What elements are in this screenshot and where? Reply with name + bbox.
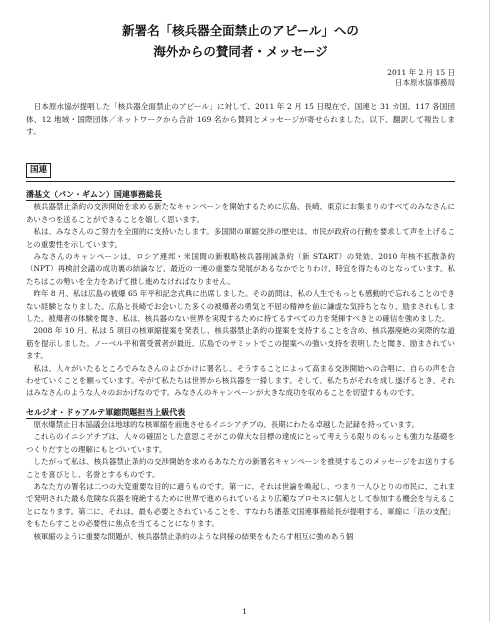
document-meta: [26, 68, 455, 88]
document-org: 日本原水協事務局: [395, 78, 455, 87]
speaker-name-2: セルジオ・ドゥアルテ軍縮問題担当上級代表: [26, 406, 186, 417]
speaker-block-1: [26, 182, 455, 400]
speaker-name-1: 潘基文（パン・ギムン）国連事務総長: [26, 189, 162, 200]
paragraph: したがって私は、核兵器禁止条約の交渉開始を求めるあなた方の新署名キャンペーンを推奨するこのメッセージをお送りすることを喜びとし、名誉とするものです。: [26, 457, 455, 479]
document-title: [26, 20, 455, 62]
intro-paragraph: 日本原水協が提唱した「核兵器全面禁止のアピール」に対して、2011 年 2 月 15 日現在で、国連と 31 カ国、117 各国団体、12 地域・国際団体／ネットワークから合計 169 名から賛同とメッセージが寄せられました。以下、翻訳して報告します。: [26, 102, 455, 137]
document-date: 2011 年 2 月 15 日: [387, 68, 455, 77]
page-number: 1: [242, 607, 247, 616]
paragraph: 私は、みなさんのご努力を全面的に支持いたします。多国間の軍縮交渉の歴史は、市民が政府の行動を要求して声を上げることの重要性を示しています。: [26, 227, 455, 249]
paragraph: 原水爆禁止日本協議会は地球的な核軍縮を前進させるイニシアチブの、長期にわたる卓越した記録を持っています。: [33, 419, 419, 429]
paragraph: これらのイニシアチブは、人々の確固とした意思こそがこの偉大な目標の達成にとって考えうる限りのもっとも強力な基礎をつくりだすとの理解にもとづいています。: [26, 432, 455, 454]
paragraph: 昨年 8 月、私は広島の被爆 65 年平和記念式典に出席しました。その訪問は、私の人生でもっとも感動的で忘れることのできない経験となりました。広島と長崎でお会いした多くの被爆者の勇気と不屈の精神を前に謙虚な気持ちとなり、励まされもしました。被爆者の体験を聞き、私は、核兵器のない世界を実現するために持てるすべての力を発揮すべきとの確信を強めました。: [26, 289, 455, 324]
paragraph: みなさんのキャンペーンは、ロシア連邦・米国間の新戦略核兵器削減条約（新 START）の発効、2010 年核不拡散条約（NPT）再検討会議の成功裏の結論など、最近の一連の重要な発展があるなかでとりわけ、時宜を得たものとなっています。私たちはこの勢いを全力をあげて推し進めなければなりません。: [26, 252, 455, 286]
paragraph: 核兵器禁止条約の交渉開始を求める新たなキャンペーンを開始するために広島、長崎、東京にお集まりのすべてのみなさんにあいさつを送ることができることを嬉しく思います。: [26, 202, 455, 224]
paragraph: 核軍縮のように重要な問題が、核兵器禁止条約のような同様の結果をもたらす相互に強めあう個: [33, 531, 354, 541]
paragraph: 私は、人々がいたるところでみなさんのよびかけに署名し、そうすることによって高まる交渉開始への合唱に、自らの声を合わせていくことを願っています。やがて私たちは世界から核兵器を一掃します。そして、私たちがそれを成し遂げるとき、それはみなさんのような人々のおかげなのです。みなさんのキャンペーンが大きな成功を収めることを切望するものです。: [26, 363, 455, 398]
title-line-1: 新署名「核兵器全面禁止のアピール」への: [122, 23, 359, 38]
speaker-block-2: [26, 400, 455, 543]
paragraph: あなた方の署名は二つの大変重要な目的に適うものです。第一に、それは世論を喚起し、つまり一人ひとりの市民に、これまで発明された最も危険な兵器を廃絶するために世界で進められているより広範なプロセスに個人として参加する機会を与えることになります。第二に、それは、最も必要とされていることを、すなわち潘基文国連事務総長が提唱する、軍縮に「法の支配」をもたらすことの必要性に焦点を当てることになります。: [26, 481, 455, 529]
title-line-2: 海外からの賛同者・メッセージ: [153, 44, 328, 59]
paragraph: 2008 年 10 月、私は 5 項目の核軍縮提案を発表し、核兵器禁止条約の提案を支持することを含め、核兵器廃絶の実際的な道筋を提示しました。ノーベル平和賞受賞者が最近、広島でのサミットでこの提案への強い支持を表明したと聞き、励まされています。: [26, 326, 455, 361]
section-heading-un: 国連: [26, 163, 51, 178]
